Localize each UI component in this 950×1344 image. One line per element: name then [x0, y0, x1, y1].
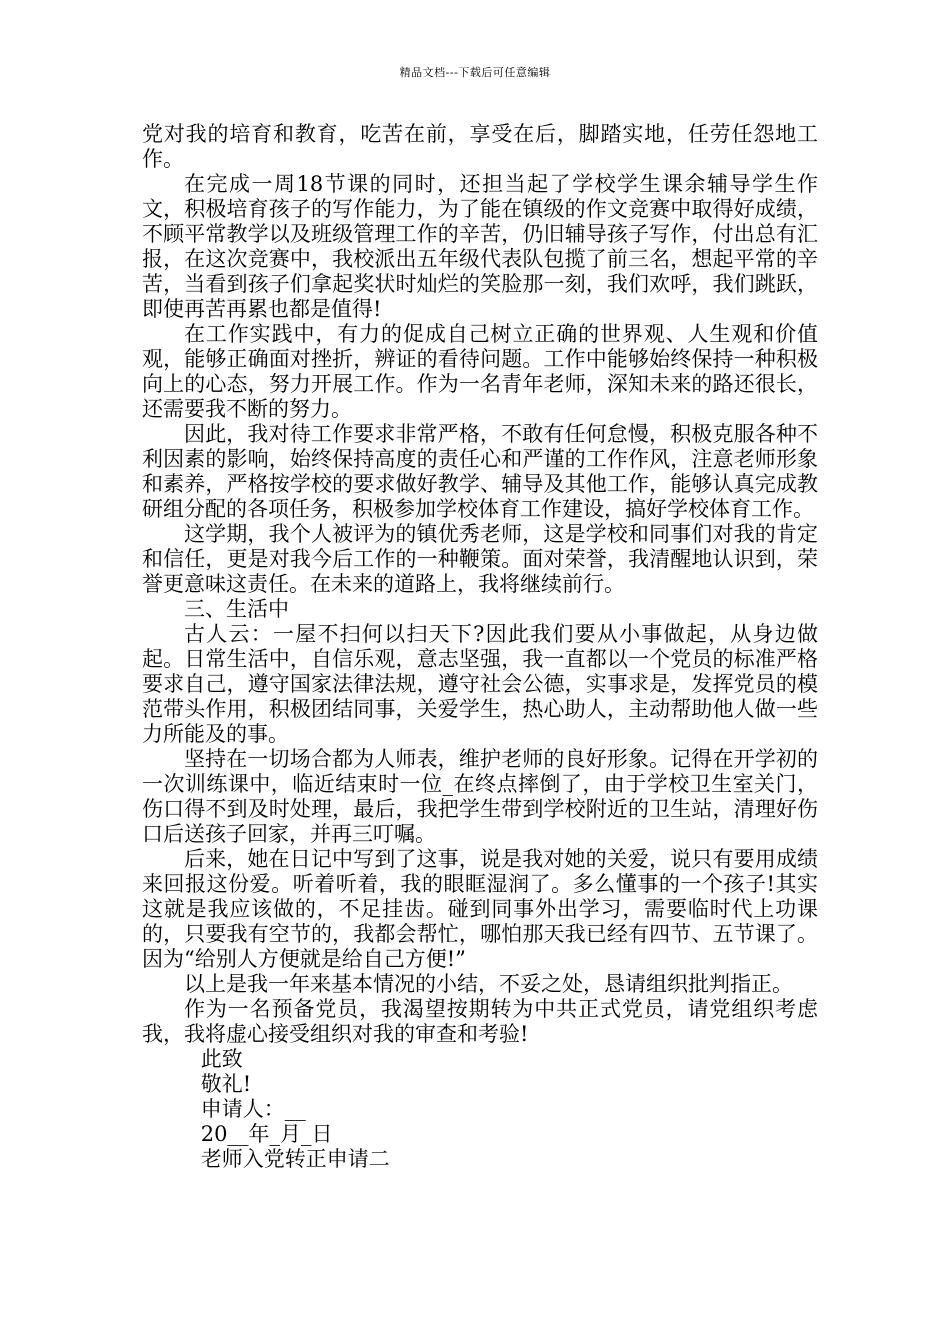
paragraph-1: 党对我的培育和教育，吃苦在前，享受在后，脚踏实地，任劳任怨地工作。 [142, 122, 818, 171]
document-body [142, 122, 818, 1172]
paragraph-2: 在完成一周18节课的同时，还担当起了学校学生课余辅导学生作文，积极培育孩子的写作能力，为了能在镇级的作文竞赛中取得好成绩，不顾平常教学以及班级管理工作的辛苦，仍旧辅导孩子写作，付出总有汇报，在这次竞赛中，我校派出五年级代表队包揽了前三名，想起平常的辛苦，当看到孩子们拿起奖状时灿烂的笑脸那一刻，我们欢呼，我们跳跃，即使再苦再累也都是值得! [142, 172, 818, 321]
closing-salutation: 此致 [200, 1047, 243, 1071]
paragraph-7: 坚持在一切场合都为人师表，维护老师的良好形象。记得在开学初的一次训练课中，临近结束时一位_在终点摔倒了，由于学校卫生室关门，伤口得不到及时处理，最后，我把学生带到学校附近的卫生站，清理好伤口后送孩子回家，并再三叮嘱。 [142, 747, 818, 846]
application-date: 20__年_月_日 [200, 1122, 333, 1146]
paragraph-3: 在工作实践中，有力的促成自己树立正确的世界观、人生观和价值观，能够正确面对挫折，辨证的看待问题。工作中能够始终保持一种积极向上的心态，努力开展工作。作为一名青年老师，深知未来的路还很长，还需要我不断的努力。 [142, 322, 818, 421]
section-heading-life: 三、生活中 [184, 597, 289, 621]
paragraph-9: 以上是我一年来基本情况的小结，不妥之处，恳请组织批判指正。 [184, 972, 793, 996]
paragraph-8: 后来，她在日记中写到了这事，说是我对她的关爱，说只有要用成绩来回报这份爱。听着听着，我的眼眶湿润了。多么懂事的一个孩子!其实这就是我应该做的，不足挂齿。碰到同事外出学习，需要临时代上功课的，只要我有空节的，我都会帮忙，哪怕那天我已经有四节、五节课了。因为“给别人方便就是给自己方便!” [142, 847, 818, 971]
closing-respect: 敬礼! [200, 1072, 252, 1096]
paragraph-6: 古人云：一屋不扫何以扫天下?因此我们要从小事做起，从身边做起。日常生活中，自信乐观，意志坚强，我一直都以一个党员的标准严格要求自己，遵守国家法律法规，遵守社会公德，实事求是，发挥党员的模范带头作用，积极团结同事，关爱学生，热心助人，主动帮助他人做一些力所能及的事。 [142, 622, 818, 746]
next-document-title: 老师入党转正申请二 [200, 1147, 390, 1171]
applicant-signature: 申请人：__ [200, 1097, 306, 1121]
paragraph-4: 因此，我对待工作要求非常严格，不敢有任何怠慢，积极克服各种不利因素的影响，始终保持高度的责任心和严谨的工作作风，注意老师形象和素养，严格按学校的要求做好教学、辅导及其他工作，能够认真完成教研组分配的各项任务，积极参加学校体育工作建设，搞好学校体育工作。 [142, 422, 818, 521]
page-header: 精品文档---下载后可任意编辑 [399, 66, 551, 79]
paragraph-10: 作为一名预备党员，我渴望按期转为中共正式党员，请党组织考虑我，我将虚心接受组织对我的审查和考验! [142, 997, 818, 1046]
paragraph-5: 这学期，我个人被评为的镇优秀老师，这是学校和同事们对我的肯定和信任，更是对我今后工作的一种鞭策。面对荣誉，我清醒地认识到，荣誉更意味这责任。在未来的道路上，我将继续前行。 [142, 522, 818, 596]
